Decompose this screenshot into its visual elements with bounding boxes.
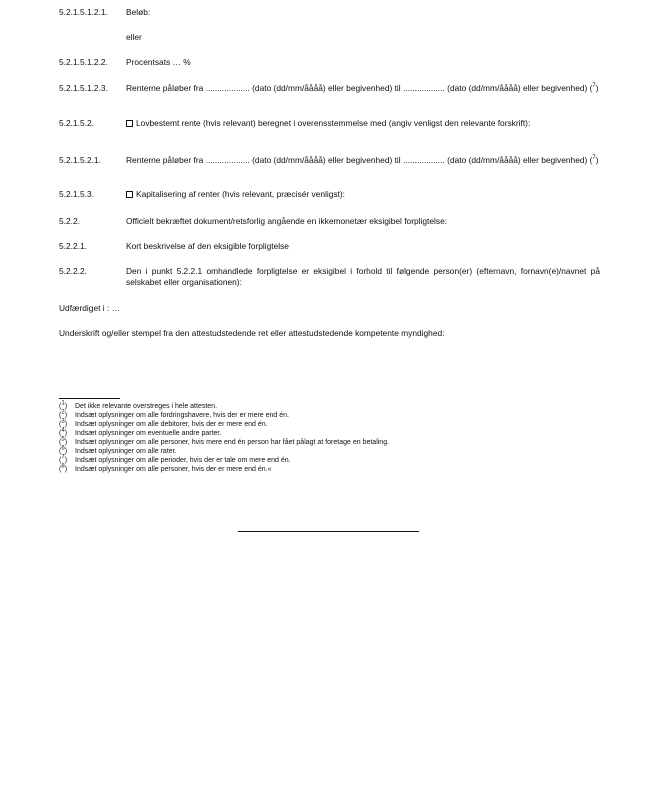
footnote-mark: ($^5$) — [59, 436, 68, 446]
footnote-ref: 7 — [592, 155, 596, 162]
item-number: 5.2.2. — [59, 216, 80, 226]
item-text: Den i punkt 5.2.2.1 omhandlede forpligtelse er eksigibel i forhold til følgende person(er) (efternavn, fornavn(e)/navnet på selskabet eller organisationen): — [126, 266, 600, 287]
item-text-tail: ) — [595, 155, 599, 165]
item-number: 5.2.1.5.2. — [59, 118, 94, 128]
udfaerdiget-line: Udfærdiget i : … — [59, 303, 120, 313]
item-text: Beløb: — [126, 7, 151, 17]
footnote-text: Indsæt oplysninger om alle personer, hvis mere end én person har fået pålagt at foretage en betaling. — [75, 439, 390, 446]
footnote-mark: ($^4$) — [59, 427, 68, 437]
item-text: eller — [126, 32, 142, 42]
footnote-ref: 7 — [592, 83, 596, 90]
footnote-text: Indsæt oplysninger om alle perioder, hvis der er tale om mere end én. — [75, 457, 291, 464]
footnote — [59, 454, 599, 466]
item-text: Lovbestemt rente (hvis relevant) beregnet i overensstemmelse med (angiv venligst den relevante forskrift): — [136, 118, 531, 128]
footnote — [59, 463, 599, 475]
footnote — [59, 418, 599, 430]
checkbox[interactable] — [126, 191, 133, 198]
footnote-text: Indsæt oplysninger om alle debitorer, hvis der er mere end én. — [75, 421, 268, 428]
signature-line: Underskrift og/eller stempel fra den attestudstedende ret eller attestudstedende kompetente myndighed: — [59, 328, 445, 338]
footnote — [59, 409, 599, 421]
footnote-text: Det ikke relevante overstreges i hele attesten. — [75, 403, 218, 410]
item-number: 5.2.1.5.2.1. — [59, 155, 101, 165]
footnote-text: Indsæt oplysninger om eventuelle andre parter. — [75, 430, 222, 437]
item-text-tail: ) — [595, 83, 599, 93]
item-text: Renterne påløber fra ................... (dato (dd/mm/åååå) eller begivenhed) til .................. (dato (dd/mm/åååå) eller begivenhed) ( — [126, 83, 593, 93]
item-number: 5.2.2.2. — [59, 266, 87, 276]
item-text-block — [126, 83, 600, 94]
item-text: Kort beskrivelse af den eksigible forpligtelse — [126, 241, 289, 251]
item-number: 5.2.1.5.1.2.2. — [59, 57, 108, 67]
item-number: 5.2.2.1. — [59, 241, 87, 251]
footnote-mark: ($^2$) — [59, 409, 68, 419]
footnote-mark: ($^1$) — [59, 400, 68, 410]
item-text: Kapitalisering af renter (hvis relevant, præcisér venligst): — [136, 189, 345, 199]
item-text: Renterne påløber fra ................... (dato (dd/mm/åååå) eller begivenhed) til .................. (dato (dd/mm/åååå) eller begivenhed) ( — [126, 155, 593, 165]
footnote — [59, 427, 599, 439]
footnote-text: Indsæt oplysninger om alle rater. — [75, 448, 177, 455]
footnote-divider — [59, 398, 120, 399]
footnote-mark: ($^7$) — [59, 454, 68, 464]
item-text-block — [126, 189, 600, 200]
footnote-text: Indsæt oplysninger om alle personer, hvis der er mere end én.« — [75, 466, 272, 473]
item-text-block — [126, 155, 600, 166]
footnote — [59, 400, 599, 412]
footnote-mark: ($^6$) — [59, 445, 68, 455]
item-text: Procentsats … % — [126, 57, 191, 67]
item-number: 5.2.1.5.1.2.3. — [59, 83, 108, 93]
checkbox[interactable] — [126, 120, 133, 127]
footnote — [59, 445, 599, 457]
item-number: 5.2.1.5.1.2.1. — [59, 7, 108, 17]
item-text: Officielt bekræftet dokument/retsforlig angående en ikkemonetær eksigibel forpligtelse: — [126, 216, 448, 226]
footnote-mark: ($^8$) — [59, 463, 68, 473]
item-text-block — [126, 118, 600, 129]
footnote-mark: ($^3$) — [59, 418, 68, 428]
end-of-document-rule — [238, 531, 419, 532]
footnote — [59, 436, 599, 448]
item-number: 5.2.1.5.3. — [59, 189, 94, 199]
footnote-text: Indsæt oplysninger om alle fordringshavere, hvis der er mere end én. — [75, 412, 289, 419]
